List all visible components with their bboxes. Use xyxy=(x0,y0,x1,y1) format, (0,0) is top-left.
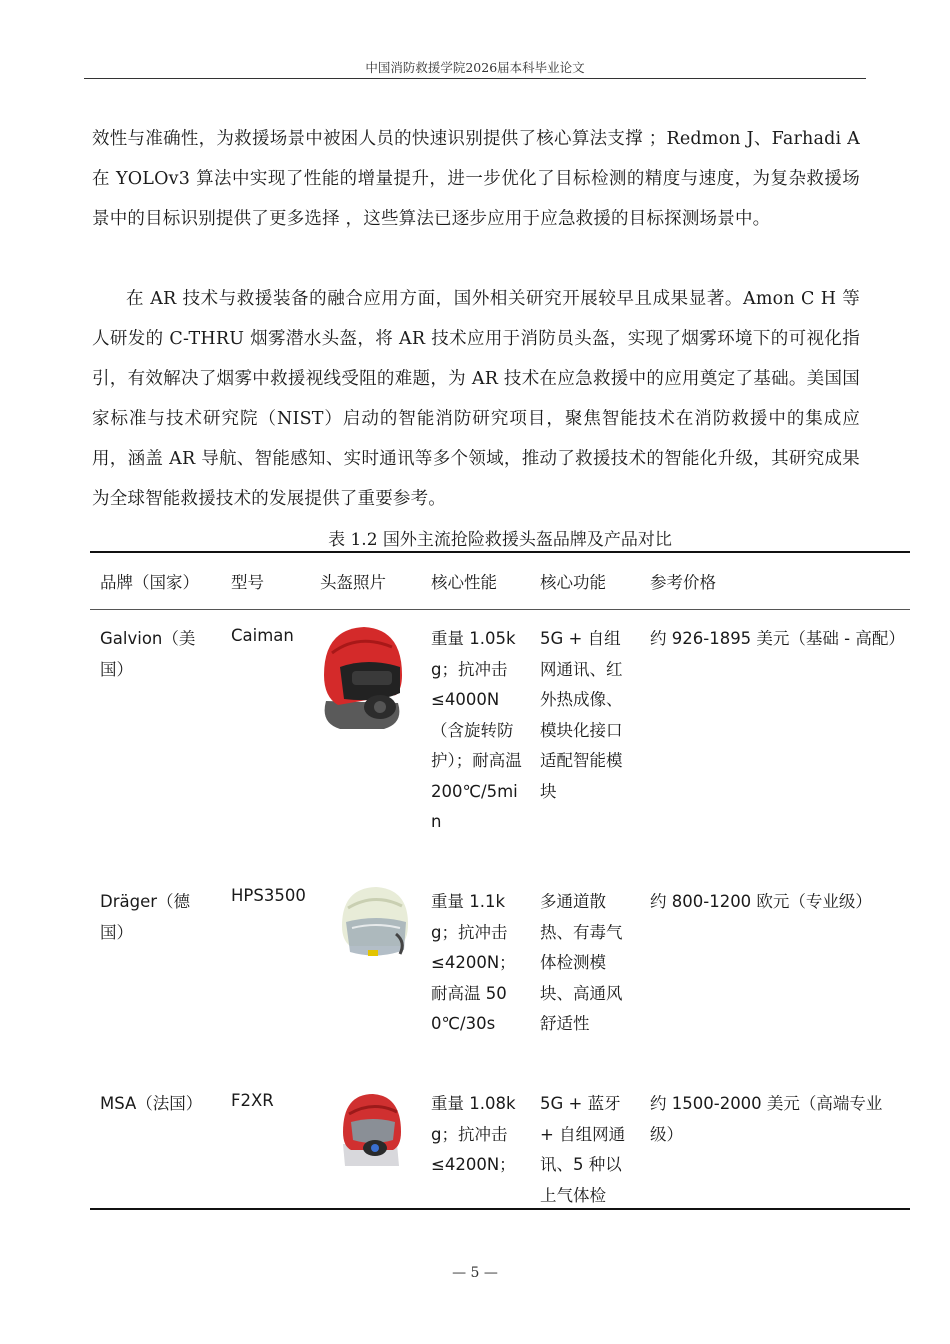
body-paragraph-2: 在 AR 技术与救援装备的融合应用方面，国外相关研究开展较早且成果显著。Amon C H 等人研发的 C-THRU 烟雾潜水头盔，将 AR 技术应用于消防员头盔，实现了烟雾环境下的可视化指引，有效解决了烟雾中救援视线受阻的难题，为 AR 技术在应急救援中的应用奠定了基础。美国国家标准与技术研究院（NIST）启动的智能消防研究项目，聚焦智能技术在消防救援中的集成应用，涵盖 AR 导航、智能感知、实时通讯等多个领域，推动了救援技术的智能化升级，其研究成果为全球智能救援技术的发展提供了重要参考。 xyxy=(92,289,860,509)
red-helmet-photo xyxy=(318,623,406,735)
table-top-rule xyxy=(90,551,910,553)
row1-brand: Galvion（美国） xyxy=(100,629,196,679)
header-divider xyxy=(84,78,866,79)
body-paragraph-1: 效性与准确性，为救援场景中被困人员的快速识别提供了核心算法支撑 ；Redmon J、Farhadi A 在 YOLOv3 算法中实现了性能的增量提升，进一步优化了目标检测的精度与速度，为复杂救援场景中的目标识别提供了更多选择 ，这些算法已逐步应用于应急救援的目标探测场景中。 xyxy=(92,129,860,229)
row3-performance: 重量 1.08kg；抗冲击 ≤4200N； xyxy=(431,1094,516,1174)
header-photo: 头盔照片 xyxy=(320,573,386,592)
white-helmet-photo xyxy=(338,884,410,962)
row3-brand: MSA（法国） xyxy=(100,1094,203,1113)
row3-price: 约 1500-2000 美元（高端专业级） xyxy=(650,1094,883,1144)
table-bottom-rule xyxy=(90,1208,910,1210)
header-brand: 品牌（国家） xyxy=(100,573,199,592)
header-performance: 核心性能 xyxy=(431,573,497,592)
table-header-rule xyxy=(90,609,910,610)
row2-price: 约 800-1200 欧元（专业级） xyxy=(650,892,872,911)
row1-price: 约 926-1895 美元（基础 - 高配） xyxy=(650,629,905,648)
header-price: 参考价格 xyxy=(650,573,716,592)
header-model: 型号 xyxy=(231,573,264,592)
row2-brand: Dräger（德国） xyxy=(100,892,191,942)
row3-function: 5G + 蓝牙 + 自组网通讯、5 种以上气体检 xyxy=(540,1094,626,1205)
table-caption: 表 1.2 国外主流抢险救援头盔品牌及产品对比 xyxy=(328,530,672,550)
header-function: 核心功能 xyxy=(540,573,606,592)
row2-performance: 重量 1.1kg；抗冲击 ≤4200N；耐高温 500℃/30s xyxy=(431,892,516,1033)
row3-model: F2XR xyxy=(231,1091,274,1110)
red-silver-helmet-photo xyxy=(337,1092,407,1170)
row1-function: 5G + 自组网通讯、红外热成像、模块化接口适配智能模块 xyxy=(540,629,623,801)
page-number: — 5 — xyxy=(452,1265,498,1281)
row1-performance: 重量 1.05kg；抗冲击 ≤4000N（含旋转防护）；耐高温 200℃/5min xyxy=(431,629,522,831)
row2-function: 多通道散热、有毒气体检测模块、高通风舒适性 xyxy=(540,892,623,1033)
row2-model: HPS3500 xyxy=(231,886,306,905)
row1-model: Caiman xyxy=(231,626,294,645)
page-header: 中国消防救援学院2026届本科毕业论文 xyxy=(365,60,585,75)
